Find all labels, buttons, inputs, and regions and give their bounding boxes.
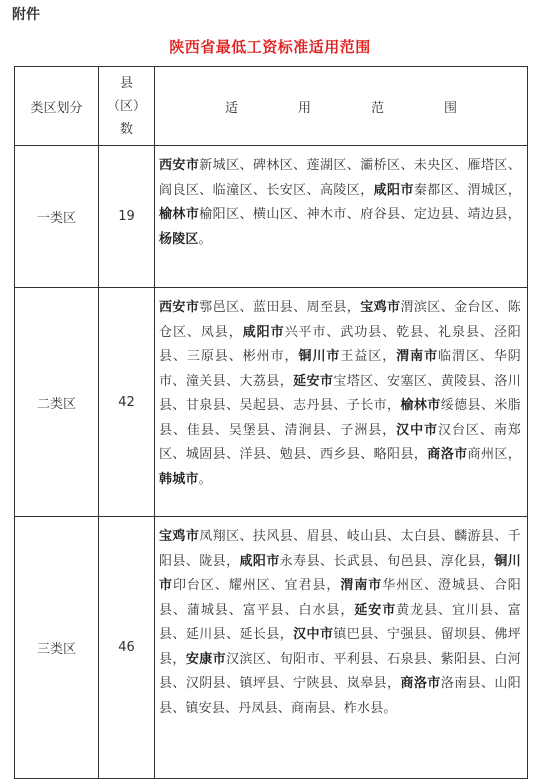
header-county-count (99, 67, 155, 146)
district-list: 凤翔区、扶风县、眉县、岐山县、太白县、麟游县、千阳县、陇县， (159, 529, 521, 569)
header-category: 类区划分 (15, 67, 99, 146)
city-name: 咸阳市 (239, 553, 280, 569)
district-list: 秦都区、渭城区， (413, 182, 521, 198)
district-list: 汉台区、南郑区、城固县、洋县、勉县、西乡县、略阳县， (159, 422, 521, 462)
city-name: 渭南市 (396, 349, 439, 364)
city-name: 商洛市 (400, 676, 441, 691)
district-list: 汉滨区、旬阳市、平利县、石泉县、紫阳县、白河县、汉阴县、镇坪县、宁陕县、岚皋县， (159, 651, 521, 691)
minimum-wage-scope-table (14, 66, 528, 779)
table-row (15, 517, 528, 779)
district-list: 兴平市、武功县、乾县、礼泉县、泾阳县、三原县、彬州市， (159, 324, 521, 364)
table-header-row (15, 67, 528, 146)
city-name: 杨陵区 (159, 231, 199, 247)
county-count-cell: 42 (99, 288, 155, 517)
header-count-char: （区） (106, 98, 146, 114)
district-list: 新城区、碑林区、莲湖区、灞桥区、未央区、雁塔区、阎良区、临潼区、长安区、高陵区， (159, 158, 521, 198)
city-name: 咸阳市 (373, 182, 414, 198)
city-name: 榆林市 (159, 207, 200, 222)
city-name: 汉中市 (293, 627, 334, 642)
district-list: 永寿县、长武县、旬邑县、淳化县， (279, 553, 495, 569)
district-list: 鄠邑区、蓝田县、周至县， (199, 300, 361, 315)
scope-cell (155, 517, 528, 779)
district-list: 商州区， (467, 447, 521, 462)
district-list: 洛南县、山阳县、镇安县、丹凤县、商南县、柞水县。 (159, 676, 521, 716)
district-list: 渭滨区、金台区、陈仓区、凤县， (159, 300, 521, 340)
district-list: 。 (198, 471, 212, 487)
scope-cell (155, 288, 528, 517)
city-name: 西安市 (159, 158, 200, 173)
category-cell: 一类区 (15, 146, 99, 288)
header-scope (155, 67, 528, 146)
header-count-char: 数 (119, 121, 133, 137)
city-name: 安康市 (185, 651, 227, 667)
header-count-char: 县 (119, 75, 133, 91)
city-name: 宝鸡市 (159, 529, 200, 544)
table-row (15, 288, 528, 517)
city-name: 榆林市 (400, 398, 441, 413)
header-scope-char: 适 (224, 100, 238, 116)
city-name: 韩城市 (159, 471, 199, 487)
district-list: 。 (198, 231, 212, 247)
city-name: 汉中市 (396, 422, 439, 438)
district-list: 宝塔区、安塞区、黄陵县、洛川县、甘泉县、吴起县、志丹县、子长市， (159, 373, 521, 413)
district-list: 黄龙县、宜川县、富县、延川县、延长县， (159, 602, 521, 642)
category-cell: 三类区 (15, 517, 99, 779)
district-list: 印台区、耀州区、宜君县， (172, 578, 341, 593)
city-name: 宝鸡市 (360, 300, 401, 315)
header-scope-char: 用 (297, 100, 311, 116)
county-count-cell: 46 (99, 517, 155, 779)
district-list: 华州区、澄城县、合阳县、蒲城县、富平县、白水县， (159, 578, 521, 618)
category-cell: 二类区 (15, 288, 99, 517)
district-list: 榆阳区、横山区、神木市、府谷县、定边县、靖边县， (199, 207, 521, 222)
district-list: 镇巴县、宁强县、留坝县、佛坪县， (159, 627, 521, 667)
attachment-label: 附件 (12, 7, 40, 23)
city-name: 渭南市 (340, 578, 383, 593)
district-list: 王益区， (340, 349, 397, 364)
header-scope-char: 围 (444, 100, 458, 116)
county-count-cell: 19 (99, 146, 155, 288)
district-list: 临渭区、华阴市、潼关县、大荔县， (159, 349, 521, 389)
city-name: 延安市 (293, 373, 334, 389)
city-name: 延安市 (354, 602, 397, 618)
city-name: 西安市 (159, 300, 200, 315)
header-scope-char: 范 (371, 100, 385, 116)
document-title: 陕西省最低工资标准适用范围 (169, 38, 371, 56)
scope-cell (155, 146, 528, 288)
city-name: 商洛市 (427, 447, 468, 462)
city-name: 咸阳市 (242, 324, 285, 340)
table-row (15, 146, 528, 288)
district-list: 绥德县、米脂县、佳县、吴堡县、清涧县、子洲县， (159, 398, 521, 438)
city-name: 铜川市 (159, 553, 522, 593)
city-name: 铜川市 (298, 349, 341, 364)
